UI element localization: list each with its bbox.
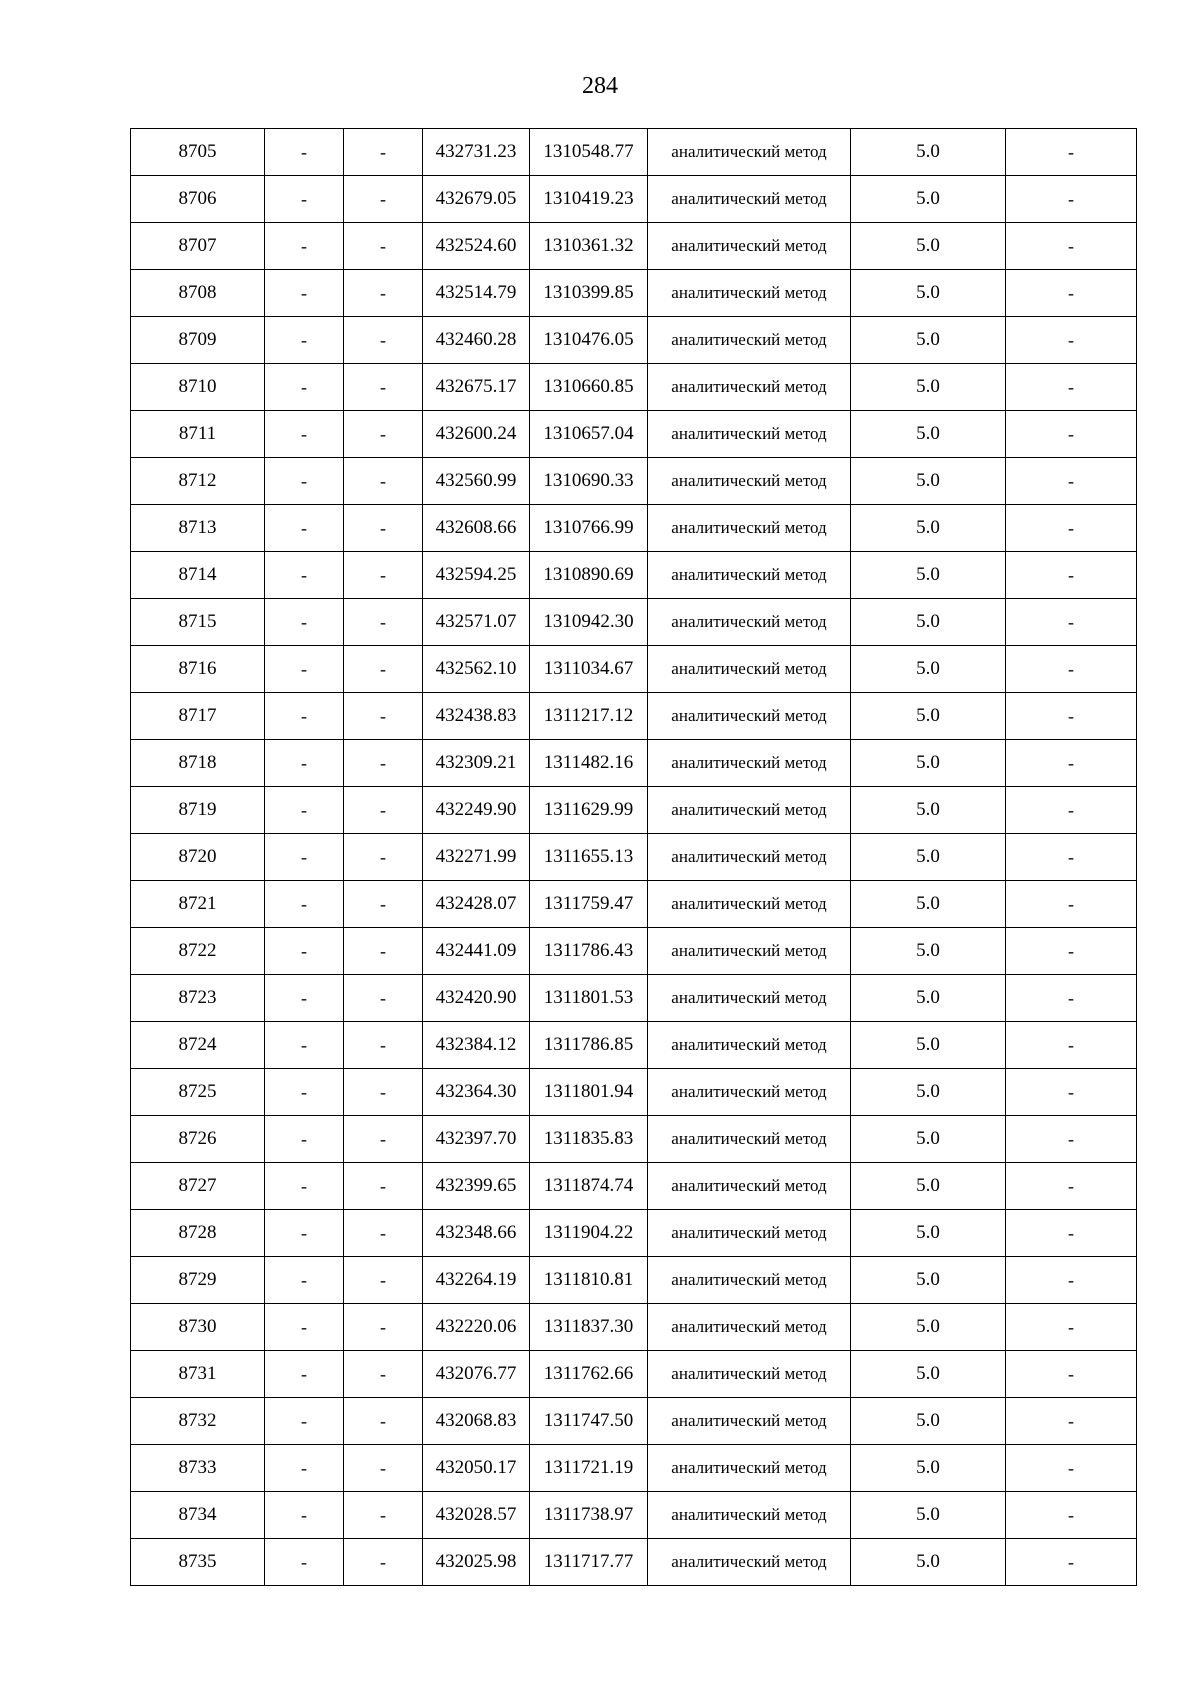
- method-cell: аналитический метод: [648, 1398, 851, 1445]
- note-cell: -: [1006, 1445, 1137, 1492]
- point-number-cell: 8714: [131, 552, 265, 599]
- y-coordinate-cell: 1311786.43: [530, 928, 648, 975]
- note-cell: -: [1006, 176, 1137, 223]
- note-cell: -: [1006, 1304, 1137, 1351]
- empty-value-cell: -: [344, 223, 423, 270]
- note-cell: -: [1006, 270, 1137, 317]
- method-cell: аналитический метод: [648, 740, 851, 787]
- table-row: [131, 1492, 1137, 1539]
- x-coordinate-cell: 432679.05: [423, 176, 530, 223]
- method-cell: аналитический метод: [648, 223, 851, 270]
- note-cell: -: [1006, 1116, 1137, 1163]
- x-coordinate-cell: 432271.99: [423, 834, 530, 881]
- accuracy-cell: 5.0: [851, 1163, 1006, 1210]
- y-coordinate-cell: 1310657.04: [530, 411, 648, 458]
- empty-value-cell: -: [344, 1304, 423, 1351]
- empty-value-cell: -: [344, 646, 423, 693]
- empty-value-cell: -: [344, 1492, 423, 1539]
- x-coordinate-cell: 432600.24: [423, 411, 530, 458]
- accuracy-cell: 5.0: [851, 693, 1006, 740]
- note-cell: -: [1006, 458, 1137, 505]
- y-coordinate-cell: 1311837.30: [530, 1304, 648, 1351]
- point-number-cell: 8730: [131, 1304, 265, 1351]
- method-cell: аналитический метод: [648, 1539, 851, 1586]
- empty-value-cell: -: [344, 1069, 423, 1116]
- empty-value-cell: -: [344, 1022, 423, 1069]
- y-coordinate-cell: 1311835.83: [530, 1116, 648, 1163]
- y-coordinate-cell: 1311786.85: [530, 1022, 648, 1069]
- note-cell: -: [1006, 740, 1137, 787]
- point-number-cell: 8708: [131, 270, 265, 317]
- x-coordinate-cell: 432399.65: [423, 1163, 530, 1210]
- empty-value-cell: -: [344, 1351, 423, 1398]
- y-coordinate-cell: 1310548.77: [530, 129, 648, 176]
- note-cell: -: [1006, 1022, 1137, 1069]
- x-coordinate-cell: 432514.79: [423, 270, 530, 317]
- y-coordinate-cell: 1311717.77: [530, 1539, 648, 1586]
- accuracy-cell: 5.0: [851, 411, 1006, 458]
- method-cell: аналитический метод: [648, 928, 851, 975]
- table-row: [131, 928, 1137, 975]
- note-cell: -: [1006, 834, 1137, 881]
- table-row: [131, 1022, 1137, 1069]
- coordinates-table: [130, 128, 1137, 1586]
- empty-value-cell: -: [265, 1163, 344, 1210]
- empty-value-cell: -: [344, 975, 423, 1022]
- x-coordinate-cell: 432384.12: [423, 1022, 530, 1069]
- x-coordinate-cell: 432249.90: [423, 787, 530, 834]
- y-coordinate-cell: 1311034.67: [530, 646, 648, 693]
- x-coordinate-cell: 432441.09: [423, 928, 530, 975]
- note-cell: -: [1006, 1398, 1137, 1445]
- empty-value-cell: -: [265, 693, 344, 740]
- note-cell: -: [1006, 1257, 1137, 1304]
- method-cell: аналитический метод: [648, 1351, 851, 1398]
- table-row: [131, 270, 1137, 317]
- empty-value-cell: -: [344, 1210, 423, 1257]
- accuracy-cell: 5.0: [851, 1445, 1006, 1492]
- empty-value-cell: -: [265, 1069, 344, 1116]
- accuracy-cell: 5.0: [851, 223, 1006, 270]
- accuracy-cell: 5.0: [851, 1398, 1006, 1445]
- accuracy-cell: 5.0: [851, 1304, 1006, 1351]
- empty-value-cell: -: [265, 834, 344, 881]
- accuracy-cell: 5.0: [851, 928, 1006, 975]
- method-cell: аналитический метод: [648, 458, 851, 505]
- x-coordinate-cell: 432264.19: [423, 1257, 530, 1304]
- empty-value-cell: -: [265, 1398, 344, 1445]
- table-row: [131, 505, 1137, 552]
- x-coordinate-cell: 432571.07: [423, 599, 530, 646]
- x-coordinate-cell: 432562.10: [423, 646, 530, 693]
- note-cell: -: [1006, 787, 1137, 834]
- accuracy-cell: 5.0: [851, 270, 1006, 317]
- point-number-cell: 8728: [131, 1210, 265, 1257]
- empty-value-cell: -: [344, 505, 423, 552]
- table-row: [131, 129, 1137, 176]
- table-row: [131, 223, 1137, 270]
- x-coordinate-cell: 432428.07: [423, 881, 530, 928]
- note-cell: -: [1006, 646, 1137, 693]
- method-cell: аналитический метод: [648, 1210, 851, 1257]
- table-row: [131, 1304, 1137, 1351]
- empty-value-cell: -: [344, 317, 423, 364]
- table-row: [131, 1539, 1137, 1586]
- empty-value-cell: -: [265, 317, 344, 364]
- x-coordinate-cell: 432028.57: [423, 1492, 530, 1539]
- y-coordinate-cell: 1311629.99: [530, 787, 648, 834]
- table-row: [131, 881, 1137, 928]
- point-number-cell: 8712: [131, 458, 265, 505]
- method-cell: аналитический метод: [648, 599, 851, 646]
- note-cell: -: [1006, 975, 1137, 1022]
- point-number-cell: 8721: [131, 881, 265, 928]
- table-row: [131, 740, 1137, 787]
- method-cell: аналитический метод: [648, 787, 851, 834]
- note-cell: -: [1006, 1539, 1137, 1586]
- x-coordinate-cell: 432076.77: [423, 1351, 530, 1398]
- empty-value-cell: -: [265, 599, 344, 646]
- empty-value-cell: -: [265, 928, 344, 975]
- point-number-cell: 8729: [131, 1257, 265, 1304]
- y-coordinate-cell: 1310476.05: [530, 317, 648, 364]
- x-coordinate-cell: 432524.60: [423, 223, 530, 270]
- empty-value-cell: -: [344, 693, 423, 740]
- point-number-cell: 8719: [131, 787, 265, 834]
- accuracy-cell: 5.0: [851, 740, 1006, 787]
- note-cell: -: [1006, 1492, 1137, 1539]
- x-coordinate-cell: 432348.66: [423, 1210, 530, 1257]
- x-coordinate-cell: 432220.06: [423, 1304, 530, 1351]
- empty-value-cell: -: [265, 646, 344, 693]
- point-number-cell: 8713: [131, 505, 265, 552]
- method-cell: аналитический метод: [648, 317, 851, 364]
- x-coordinate-cell: 432364.30: [423, 1069, 530, 1116]
- x-coordinate-cell: 432675.17: [423, 364, 530, 411]
- method-cell: аналитический метод: [648, 881, 851, 928]
- empty-value-cell: -: [344, 1539, 423, 1586]
- y-coordinate-cell: 1311801.94: [530, 1069, 648, 1116]
- empty-value-cell: -: [265, 740, 344, 787]
- accuracy-cell: 5.0: [851, 176, 1006, 223]
- empty-value-cell: -: [265, 129, 344, 176]
- table-row: [131, 1210, 1137, 1257]
- accuracy-cell: 5.0: [851, 646, 1006, 693]
- table-row: [131, 787, 1137, 834]
- accuracy-cell: 5.0: [851, 364, 1006, 411]
- empty-value-cell: -: [265, 458, 344, 505]
- table-row: [131, 1351, 1137, 1398]
- table-row: [131, 317, 1137, 364]
- accuracy-cell: 5.0: [851, 1022, 1006, 1069]
- note-cell: -: [1006, 223, 1137, 270]
- y-coordinate-cell: 1311874.74: [530, 1163, 648, 1210]
- note-cell: -: [1006, 1210, 1137, 1257]
- empty-value-cell: -: [344, 787, 423, 834]
- y-coordinate-cell: 1311810.81: [530, 1257, 648, 1304]
- note-cell: -: [1006, 693, 1137, 740]
- method-cell: аналитический метод: [648, 364, 851, 411]
- empty-value-cell: -: [344, 458, 423, 505]
- note-cell: -: [1006, 928, 1137, 975]
- empty-value-cell: -: [344, 928, 423, 975]
- accuracy-cell: 5.0: [851, 458, 1006, 505]
- method-cell: аналитический метод: [648, 1069, 851, 1116]
- table-row: [131, 834, 1137, 881]
- y-coordinate-cell: 1311762.66: [530, 1351, 648, 1398]
- point-number-cell: 8723: [131, 975, 265, 1022]
- table-row: [131, 552, 1137, 599]
- y-coordinate-cell: 1311759.47: [530, 881, 648, 928]
- point-number-cell: 8709: [131, 317, 265, 364]
- empty-value-cell: -: [265, 787, 344, 834]
- empty-value-cell: -: [344, 1398, 423, 1445]
- x-coordinate-cell: 432050.17: [423, 1445, 530, 1492]
- y-coordinate-cell: 1311904.22: [530, 1210, 648, 1257]
- accuracy-cell: 5.0: [851, 1351, 1006, 1398]
- method-cell: аналитический метод: [648, 1163, 851, 1210]
- table-row: [131, 1116, 1137, 1163]
- table-row: [131, 693, 1137, 740]
- y-coordinate-cell: 1310399.85: [530, 270, 648, 317]
- method-cell: аналитический метод: [648, 693, 851, 740]
- empty-value-cell: -: [344, 411, 423, 458]
- point-number-cell: 8706: [131, 176, 265, 223]
- y-coordinate-cell: 1310890.69: [530, 552, 648, 599]
- empty-value-cell: -: [265, 176, 344, 223]
- method-cell: аналитический метод: [648, 176, 851, 223]
- note-cell: -: [1006, 1351, 1137, 1398]
- accuracy-cell: 5.0: [851, 881, 1006, 928]
- empty-value-cell: -: [344, 1445, 423, 1492]
- method-cell: аналитический метод: [648, 1304, 851, 1351]
- empty-value-cell: -: [344, 129, 423, 176]
- x-coordinate-cell: 432025.98: [423, 1539, 530, 1586]
- accuracy-cell: 5.0: [851, 787, 1006, 834]
- method-cell: аналитический метод: [648, 1445, 851, 1492]
- point-number-cell: 8731: [131, 1351, 265, 1398]
- x-coordinate-cell: 432460.28: [423, 317, 530, 364]
- y-coordinate-cell: 1311738.97: [530, 1492, 648, 1539]
- note-cell: -: [1006, 129, 1137, 176]
- point-number-cell: 8718: [131, 740, 265, 787]
- y-coordinate-cell: 1310942.30: [530, 599, 648, 646]
- accuracy-cell: 5.0: [851, 1257, 1006, 1304]
- point-number-cell: 8732: [131, 1398, 265, 1445]
- point-number-cell: 8726: [131, 1116, 265, 1163]
- y-coordinate-cell: 1311747.50: [530, 1398, 648, 1445]
- empty-value-cell: -: [265, 1304, 344, 1351]
- empty-value-cell: -: [265, 1351, 344, 1398]
- y-coordinate-cell: 1311801.53: [530, 975, 648, 1022]
- point-number-cell: 8716: [131, 646, 265, 693]
- note-cell: -: [1006, 552, 1137, 599]
- x-coordinate-cell: 432560.99: [423, 458, 530, 505]
- method-cell: аналитический метод: [648, 1116, 851, 1163]
- empty-value-cell: -: [265, 364, 344, 411]
- x-coordinate-cell: 432731.23: [423, 129, 530, 176]
- empty-value-cell: -: [265, 1539, 344, 1586]
- method-cell: аналитический метод: [648, 646, 851, 693]
- method-cell: аналитический метод: [648, 505, 851, 552]
- x-coordinate-cell: 432309.21: [423, 740, 530, 787]
- y-coordinate-cell: 1311721.19: [530, 1445, 648, 1492]
- point-number-cell: 8725: [131, 1069, 265, 1116]
- point-number-cell: 8727: [131, 1163, 265, 1210]
- point-number-cell: 8733: [131, 1445, 265, 1492]
- table-row: [131, 599, 1137, 646]
- y-coordinate-cell: 1311655.13: [530, 834, 648, 881]
- accuracy-cell: 5.0: [851, 1069, 1006, 1116]
- empty-value-cell: -: [265, 1116, 344, 1163]
- point-number-cell: 8710: [131, 364, 265, 411]
- empty-value-cell: -: [344, 834, 423, 881]
- point-number-cell: 8711: [131, 411, 265, 458]
- accuracy-cell: 5.0: [851, 599, 1006, 646]
- table-row: [131, 364, 1137, 411]
- method-cell: аналитический метод: [648, 552, 851, 599]
- x-coordinate-cell: 432594.25: [423, 552, 530, 599]
- note-cell: -: [1006, 505, 1137, 552]
- point-number-cell: 8717: [131, 693, 265, 740]
- table-row: [131, 411, 1137, 458]
- point-number-cell: 8705: [131, 129, 265, 176]
- method-cell: аналитический метод: [648, 1022, 851, 1069]
- y-coordinate-cell: 1311482.16: [530, 740, 648, 787]
- empty-value-cell: -: [265, 1445, 344, 1492]
- page-number: 284: [582, 73, 618, 99]
- empty-value-cell: -: [344, 599, 423, 646]
- note-cell: -: [1006, 881, 1137, 928]
- table-row: [131, 458, 1137, 505]
- method-cell: аналитический метод: [648, 411, 851, 458]
- note-cell: -: [1006, 1069, 1137, 1116]
- method-cell: аналитический метод: [648, 1492, 851, 1539]
- table-row: [131, 975, 1137, 1022]
- point-number-cell: 8735: [131, 1539, 265, 1586]
- table-row: [131, 1163, 1137, 1210]
- empty-value-cell: -: [265, 881, 344, 928]
- point-number-cell: 8715: [131, 599, 265, 646]
- accuracy-cell: 5.0: [851, 505, 1006, 552]
- empty-value-cell: -: [344, 881, 423, 928]
- y-coordinate-cell: 1310361.32: [530, 223, 648, 270]
- empty-value-cell: -: [344, 270, 423, 317]
- empty-value-cell: -: [344, 1116, 423, 1163]
- y-coordinate-cell: 1310690.33: [530, 458, 648, 505]
- empty-value-cell: -: [265, 270, 344, 317]
- point-number-cell: 8734: [131, 1492, 265, 1539]
- x-coordinate-cell: 432068.83: [423, 1398, 530, 1445]
- y-coordinate-cell: 1310419.23: [530, 176, 648, 223]
- empty-value-cell: -: [265, 1210, 344, 1257]
- accuracy-cell: 5.0: [851, 552, 1006, 599]
- method-cell: аналитический метод: [648, 834, 851, 881]
- note-cell: -: [1006, 364, 1137, 411]
- x-coordinate-cell: 432608.66: [423, 505, 530, 552]
- empty-value-cell: -: [344, 364, 423, 411]
- table-row: [131, 1445, 1137, 1492]
- accuracy-cell: 5.0: [851, 129, 1006, 176]
- empty-value-cell: -: [265, 505, 344, 552]
- y-coordinate-cell: 1310660.85: [530, 364, 648, 411]
- empty-value-cell: -: [344, 1257, 423, 1304]
- empty-value-cell: -: [265, 1257, 344, 1304]
- method-cell: аналитический метод: [648, 270, 851, 317]
- empty-value-cell: -: [265, 975, 344, 1022]
- table-row: [131, 1069, 1137, 1116]
- y-coordinate-cell: 1310766.99: [530, 505, 648, 552]
- empty-value-cell: -: [265, 1492, 344, 1539]
- accuracy-cell: 5.0: [851, 317, 1006, 364]
- point-number-cell: 8720: [131, 834, 265, 881]
- empty-value-cell: -: [265, 552, 344, 599]
- accuracy-cell: 5.0: [851, 975, 1006, 1022]
- point-number-cell: 8707: [131, 223, 265, 270]
- note-cell: -: [1006, 1163, 1137, 1210]
- table-row: [131, 1398, 1137, 1445]
- empty-value-cell: -: [344, 740, 423, 787]
- method-cell: аналитический метод: [648, 975, 851, 1022]
- table-row: [131, 646, 1137, 693]
- x-coordinate-cell: 432420.90: [423, 975, 530, 1022]
- accuracy-cell: 5.0: [851, 1492, 1006, 1539]
- empty-value-cell: -: [344, 552, 423, 599]
- coordinates-table-body: [131, 129, 1137, 1586]
- method-cell: аналитический метод: [648, 1257, 851, 1304]
- accuracy-cell: 5.0: [851, 834, 1006, 881]
- note-cell: -: [1006, 317, 1137, 364]
- y-coordinate-cell: 1311217.12: [530, 693, 648, 740]
- x-coordinate-cell: 432397.70: [423, 1116, 530, 1163]
- empty-value-cell: -: [265, 1022, 344, 1069]
- note-cell: -: [1006, 599, 1137, 646]
- method-cell: аналитический метод: [648, 129, 851, 176]
- empty-value-cell: -: [265, 223, 344, 270]
- point-number-cell: 8724: [131, 1022, 265, 1069]
- table-row: [131, 1257, 1137, 1304]
- accuracy-cell: 5.0: [851, 1116, 1006, 1163]
- x-coordinate-cell: 432438.83: [423, 693, 530, 740]
- accuracy-cell: 5.0: [851, 1539, 1006, 1586]
- note-cell: -: [1006, 411, 1137, 458]
- empty-value-cell: -: [344, 176, 423, 223]
- table-row: [131, 176, 1137, 223]
- accuracy-cell: 5.0: [851, 1210, 1006, 1257]
- point-number-cell: 8722: [131, 928, 265, 975]
- empty-value-cell: -: [265, 411, 344, 458]
- empty-value-cell: -: [344, 1163, 423, 1210]
